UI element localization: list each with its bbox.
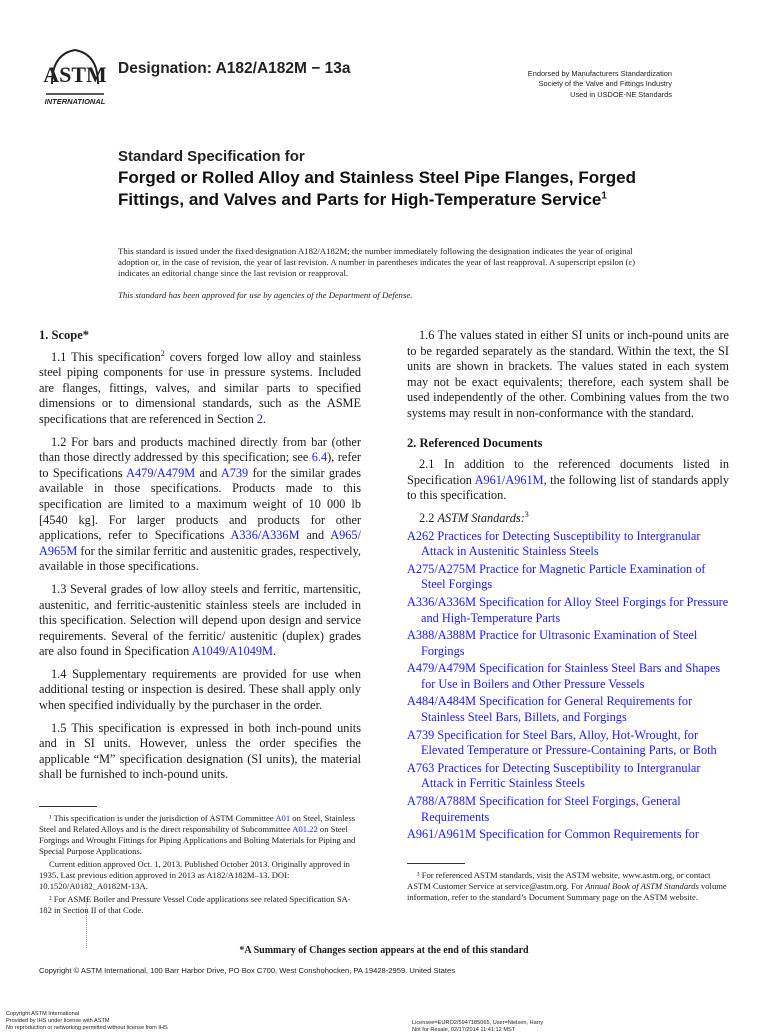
license-line: Licensee=EURO2/5947185065, User=Nielsen, Harry	[412, 1020, 544, 1026]
link-a1049[interactable]: A1049/A1049M	[191, 644, 273, 659]
para-1-1: 1.1 This specification$^2$ covers forged low alloy and stainless steel piping components for use in pressure systems. Included are flanges, fittings, valves, and similar parts to specified dimensions or to dimensional standards, such as the ASME specifications that are referenced in Section 2.	[39, 348, 362, 426]
footnotes-right	[407, 857, 729, 905]
title-prefix: Standard Specification for	[118, 148, 305, 165]
link-a965[interactable]: A965/ A965M	[39, 528, 361, 558]
page-title	[118, 167, 678, 211]
reference-item[interactable]: A336/A336M Specification for Alloy Steel Forgings for Pressure and High-Temperature Parts	[407, 594, 729, 625]
summary-note: *A Summary of Changes section appears at the end of this standard	[239, 945, 529, 956]
right-column	[407, 328, 729, 845]
svg-text:INTERNATIONAL: INTERNATIONAL	[44, 97, 106, 106]
reference-item[interactable]: A763 Practices for Detecting Susceptibility to Intergranular Attack in Ferritic Stainless Steels	[407, 760, 701, 791]
license-line: Not for Resale, 02/17/2014 11:41:12 MST	[412, 1026, 516, 1033]
designation: Designation: A182/A182M − 13a	[118, 60, 351, 77]
scope-heading: 1. Scope*	[39, 328, 89, 342]
copyright-line: Copyright © ASTM International, 100 Barr Harbor Drive, PO Box C700, West Conshohocken, PA 19428-2959. United States	[39, 966, 456, 975]
license-note-right	[412, 1020, 543, 1034]
link-section-2[interactable]: 2	[256, 411, 263, 426]
license-line: Provided by IHS under license with ASTM	[6, 1017, 110, 1024]
reference-item[interactable]: A479/A479M Specification for Stainless Steel Bars and Shapes for Use in Boilers and Other Pressure Vessels	[407, 661, 721, 691]
para-1-5: 1.5 This specification is expressed in both inch-pound units and in SI units. However, unless the order specifies the applicable “M” specification designation (SI units), the material shall be furnished to inch-pound units.	[39, 720, 361, 782]
reference-item[interactable]: A739 Specification for Steel Bars, Alloy, Hot-Wrought, for Elevated Temperature or Pressure-Containing Parts, or Both	[407, 727, 717, 758]
link-a01[interactable]: A01	[275, 813, 291, 823]
left-column	[39, 328, 361, 790]
reference-item[interactable]: A388/A388M Practice for Ultrasonic Examination of Steel Forgings	[407, 628, 698, 658]
margin-dots	[86, 898, 89, 948]
footnote-rule	[39, 806, 97, 807]
dod-note: This standard has been approved for use by agencies of the Department of Defense.	[118, 290, 413, 300]
reference-item[interactable]: A484/A484M Specification for General Requirements for Stainless Steel Bars, Billets, and Forgings	[407, 694, 693, 725]
license-line: No reproduction or networking permitted without license from IHS	[6, 1024, 168, 1031]
issue-note: This standard is issued under the fixed designation A182/A182M; the number immediately following the designation indicates the year of original adoption or, in the case of revision, the year of last revision. A number in parentheses indicates the year of last reapproval. A superscript epsilon (ε) indicates an editorial change since the last revision or reapproval.	[118, 246, 636, 279]
para-1-4: 1.4 Supplementary requirements are provided for use when additional testing or inspection is desired. These shall apply only when specified individually by the purchaser in the order.	[39, 666, 361, 713]
endorse-line: Endorsed by Manufacturers Standardization	[527, 69, 672, 78]
title-block	[118, 148, 678, 211]
title-text: Forged or Rolled Alloy and Stainless Steel Pipe Flanges, Forged Fittings, and Valves and Parts for High-Temperature Service	[118, 168, 636, 209]
reference-item[interactable]: A275/A275M Practice for Magnetic Particle Examination of Steel Forgings	[407, 561, 706, 592]
reference-item[interactable]: A262 Practices for Detecting Susceptibility to Intergranular Attack in Austenitic Stainless Steels	[407, 528, 701, 559]
license-note-left	[6, 1011, 168, 1031]
footnote-3: ³ For referenced ASTM standards, visit the ASTM website, www.astm.org, or contact ASTM Customer Service at service@astm.org. For Annual Book of ASTM Standards volume information, refer to the standard’s Document Summary page on the ASTM website.	[407, 870, 727, 902]
endorse-line: Used in USDOE-NE Standards	[570, 89, 672, 99]
endorse-line: Society of the Valve and Fittings Industry	[538, 79, 672, 89]
svg-text:ASTM: ASTM	[43, 62, 107, 87]
footnote-2: ² For ASME Boiler and Pressure Vessel Code applications see related Specification SA-182 in Section II of that Code.	[39, 894, 351, 915]
link-6-4[interactable]: 6.4	[311, 450, 328, 465]
para-1-3: 1.3 Several grades of low alloy steels and ferritic, martensitic, austenitic, and ferritic-austenitic stainless steels are included in this specification. Selection will depend upon design and service requirements. Several of the ferritic/ austenitic (duplex) grades are also found in Specification A1049/A1049M.	[39, 581, 361, 659]
footnote-1-edition: Current edition approved Oct. 1, 2013. Published October 2013. Originally approved in 1935. Last previous edition approved in 2013 as A182/A182M–13. DOI: 10.1520/A0182_A0182M-13A.	[39, 859, 350, 891]
title-footnote-mark: 1	[601, 190, 607, 202]
reference-item[interactable]: A961/A961M Specification for Common Requirements for	[407, 827, 700, 842]
footnote-rule	[407, 863, 465, 864]
link-a336[interactable]: A336/A336M	[230, 528, 300, 543]
para-2-1: 2.1 In addition to the referenced documents listed in Specification A961/A961M, the following list of standards apply to this specification.	[407, 457, 729, 503]
license-line: Copyright ASTM International	[6, 1011, 80, 1017]
para-2-2: 2.2 ASTM Standards:$^3$	[419, 509, 529, 525]
endorsement-note	[412, 69, 672, 100]
referenced-documents-heading: 2. Referenced Documents	[407, 435, 543, 450]
astm-logo-icon	[38, 44, 112, 108]
reference-item[interactable]: A788/A788M Specification for Steel Forgings, General Requirements	[407, 794, 681, 824]
link-a961[interactable]: A961/A961M	[474, 472, 544, 487]
footnote-1: ¹ This specification is under the jurisdiction of ASTM Committee A01 on Steel, Stainless Steel and Related Alloys and is the direct responsibility of Subcommittee A01.22 on Steel Forgings and Wrought Fittings for Piping Applications and Bolting Materials for Piping and Special Purpose Applications.	[39, 813, 356, 856]
para-1-6: 1.6 The values stated in either SI units or inch-pound units are to be regarded separately as the standard. Within the text, the SI units are shown in brackets. The values stated in each system may not be exact equivalents; therefore, each system shall be used independently of the other. Combining values from the two systems may result in non-conformance with the standard.	[407, 328, 729, 420]
para-1-2: 1.2 For bars and products machined directly from bar (other than those directly addressed by this specification; see 6.4), refer to Specifications A479/A479M and A739 for the similar grades available in those specifications. Products made to this specification are limited to a maximum weight of 10 000 lb [4540 kg]. For larger products and products for other applications, refer to Specifications A336/A336M and A965/ A965M for the similar ferritic and austenitic grades, respectively, available in those specifications.	[39, 434, 361, 574]
link-a739[interactable]: A739	[220, 465, 249, 480]
link-a01-22[interactable]: A01.22	[292, 824, 318, 834]
link-a479[interactable]: A479/A479M	[126, 465, 196, 480]
